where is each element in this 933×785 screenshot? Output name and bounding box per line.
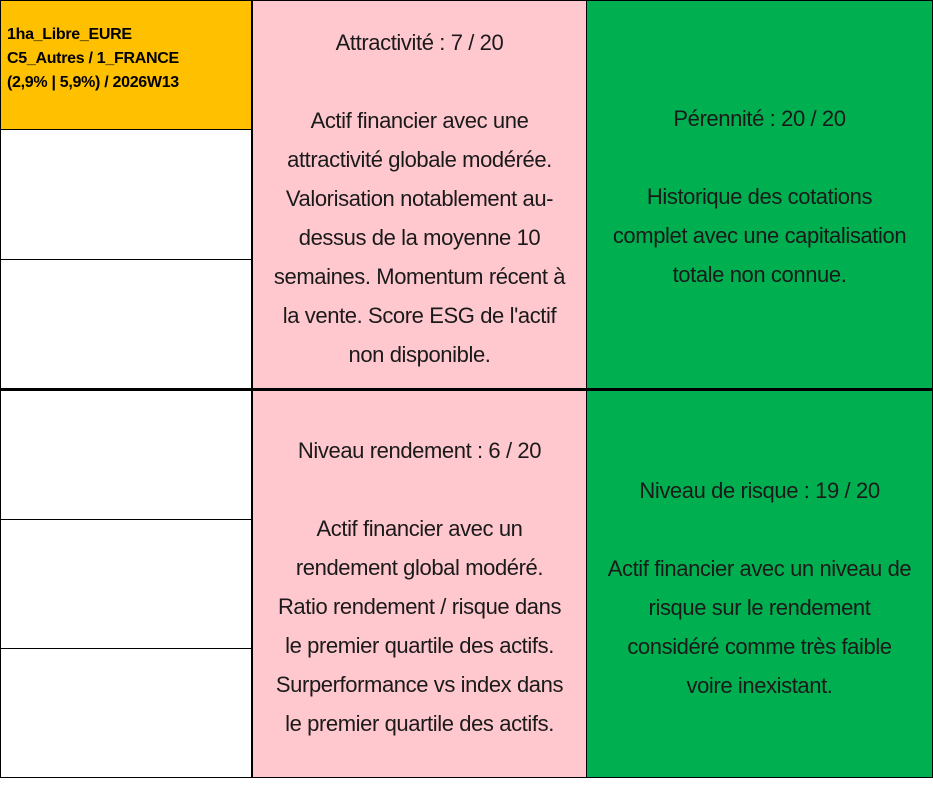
rendement-line: Actif financier avec un: [316, 516, 523, 541]
attractivite-line: attractivité globale modérée.: [287, 147, 552, 172]
attractivite-line: semaines. Momentum récent à: [273, 264, 566, 289]
empty-cell: [0, 129, 252, 260]
attractivite-line: Actif financier avec une: [310, 108, 529, 133]
risque-line: Actif financier avec un niveau de: [607, 556, 912, 581]
perennite-title: Pérennité : 20 / 20: [673, 106, 846, 131]
rendement-line: Ratio rendement / risque dans: [277, 594, 562, 619]
perennite-line: complet avec une capitalisation: [612, 223, 907, 248]
rendement-title: Niveau rendement : 6 / 20: [297, 438, 542, 463]
risque-cell: [586, 390, 933, 778]
section-divider: [0, 388, 933, 391]
perennite-cell: [586, 0, 933, 389]
empty-cell: [0, 648, 252, 778]
rendement-line: Surperformance vs index dans: [275, 672, 564, 697]
risque-line: voire inexistant.: [686, 673, 833, 698]
empty-cell: [0, 390, 252, 520]
empty-cell: [0, 519, 252, 649]
empty-cell: [0, 259, 252, 389]
risque-line: risque sur le rendement: [648, 595, 871, 620]
attractivite-line: Valorisation notablement au-: [285, 186, 554, 211]
asset-category: C5_Autres / 1_FRANCE: [7, 50, 179, 67]
risque-title: Niveau de risque : 19 / 20: [639, 478, 880, 503]
perennite-line: Historique des cotations: [646, 184, 873, 209]
attractivite-line: la vente. Score ESG de l'actif: [282, 303, 557, 328]
rendement-line: le premier quartile des actifs.: [285, 711, 554, 736]
rendement-line: le premier quartile des actifs.: [285, 633, 554, 658]
attractivite-cell: [252, 0, 587, 389]
attractivite-line: dessus de la moyenne 10: [298, 225, 541, 250]
rendement-cell: [252, 390, 587, 778]
asset-header-cell: [0, 0, 252, 130]
asset-stats: (2,9% | 5,9%) / 2026W13: [7, 74, 179, 91]
attractivite-line: non disponible.: [348, 342, 491, 367]
rendement-line: rendement global modéré.: [295, 555, 544, 580]
asset-name: 1ha_Libre_EURE: [7, 26, 132, 43]
attractivite-title: Attractivité : 7 / 20: [335, 30, 504, 55]
risque-line: considéré comme très faible: [627, 634, 892, 659]
perennite-line: totale non connue.: [672, 262, 847, 287]
